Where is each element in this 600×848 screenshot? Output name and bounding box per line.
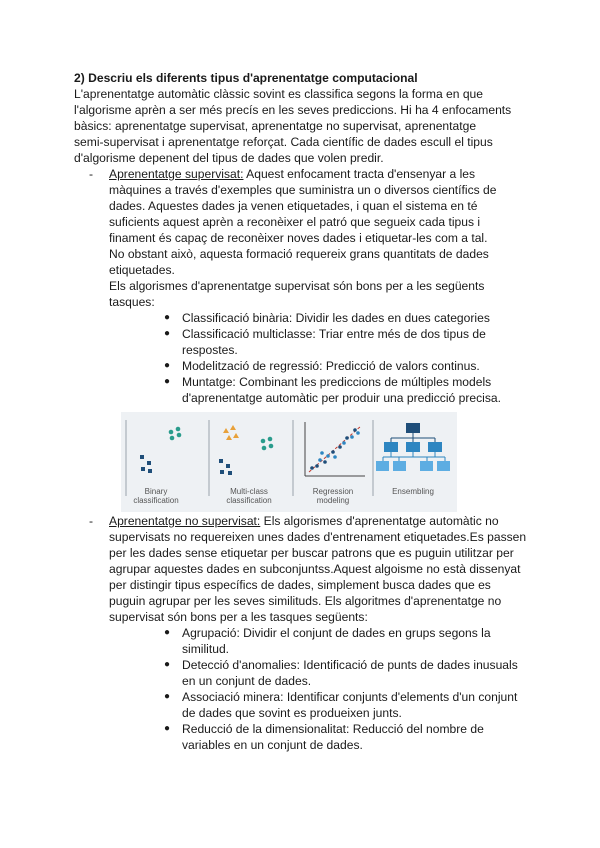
figure-label: Regression	[312, 487, 354, 496]
figure-label: Ensembling	[392, 487, 434, 496]
list-item	[74, 689, 534, 721]
supervised-task-list	[74, 310, 534, 406]
document-page	[74, 70, 534, 406]
dash-marker: -	[89, 514, 94, 528]
bullet-icon: ●	[164, 328, 171, 339]
figure-label: Multi-class	[230, 487, 268, 496]
bullet-icon: ●	[164, 691, 171, 702]
task-text: Classificació binària: Dividir les dades en dues categories	[182, 311, 490, 325]
supervised-first-line: Aquest enfocament tracta d'ensenyar a les	[243, 167, 476, 181]
task-text: de dades que sovint es produeixen junts.	[182, 706, 402, 720]
supervised-line: finament és capaç de reconèixer noves dades i etiquetar-les com a tal.	[109, 231, 488, 245]
supervised-line: suficients aquest aprèn a reconèixer el patró que segueix cada tipus i	[109, 215, 481, 229]
supervised-line: tasques:	[109, 295, 155, 309]
bullet-icon: ●	[164, 723, 171, 734]
section-title: 2) Descriu els diferents tipus d'aprenentatge computacional	[74, 71, 418, 85]
bullet-icon: ●	[164, 627, 171, 638]
unsupervised-line: puguin agrupar per les seves similituds. Els algoritmes d'aprenentatge no	[109, 594, 502, 608]
bullet-icon: ●	[164, 312, 171, 323]
task-text: Detecció d'anomalies: Identificació de punts de dades inusuals	[182, 658, 518, 672]
task-text: Reducció de la dimensionalitat: Reducció del nombre de	[182, 722, 484, 736]
task-text: similitud.	[182, 642, 230, 656]
task-text: variables en un conjunt de dades.	[182, 738, 363, 752]
bullet-icon: ●	[164, 376, 171, 387]
supervised-term: Aprenentatge supervisat:	[109, 167, 244, 181]
list-item	[74, 374, 534, 406]
figure-label: Binary	[144, 487, 168, 496]
dash-marker: -	[89, 167, 94, 181]
task-text: Associació minera: Identificar conjunts d'elements d'un conjunt	[182, 690, 518, 704]
list-item	[74, 657, 534, 689]
unsupervised-line: agrupar aquestes dades en subconjuntss.Aquest algoisme no està dissenyat	[109, 562, 521, 576]
list-item	[74, 326, 534, 358]
figure-label: classification	[133, 496, 179, 505]
figure-label: classification	[226, 496, 272, 505]
unsupervised-line: supervisat són bons per a les tasques següents:	[109, 610, 368, 624]
ensembling-icon	[376, 423, 450, 471]
supervised-line: Els algorismes d'aprenentatge supervisat són bons per a les següents	[109, 279, 485, 293]
intro-line: l'algorisme aprèn a ser més precís en les seves prediccions. Hi ha 4 enfocaments	[74, 103, 512, 117]
bullet-icon: ●	[164, 659, 171, 670]
list-item	[74, 310, 534, 326]
task-text: Muntatge: Combinant les prediccions de múltiples models	[182, 375, 492, 389]
task-text: Classificació multiclasse: Triar entre més de dos tipus de	[182, 327, 486, 341]
unsupervised-line: per les dades sense etiquetar per buscar patrons que es puguin utilitzar per	[109, 546, 514, 560]
supervised-line: No obstant això, aquesta formació requereix grans quantitats de dades	[109, 247, 489, 261]
intro-line: semi-supervisat i aprenentatge reforçat. Cada científic de dades escull el tipus	[74, 135, 493, 149]
task-text: Agrupació: Dividir el conjunt de dades en grups segons la	[182, 626, 491, 640]
ml-types-figure	[121, 412, 457, 512]
supervised-line: etiquetades.	[109, 263, 175, 277]
unsupervised-task-list	[74, 625, 534, 753]
regression-modeling-icon	[305, 422, 365, 476]
task-text: respostes.	[182, 343, 238, 357]
list-item	[74, 721, 534, 753]
unsupervised-section	[74, 513, 534, 753]
unsupervised-line: supervisats no requereixen unes dades d'entrenament etiquetades.Es passen	[109, 530, 527, 544]
binary-classification-label	[133, 487, 178, 505]
intro-line: d'algorisme depenent del tipus de dades que volen predir.	[74, 151, 384, 165]
supervised-line: dades. Aquestes dades ja venen etiquetades, i quan el sistema en té	[109, 199, 478, 213]
unsupervised-first-line: Els algorismes d'aprenentatge automàtic no	[260, 514, 499, 528]
binary-classification-icon	[140, 427, 181, 473]
unsupervised-line: per distingir tipus específics de dades, simplement busca dades que es	[109, 578, 491, 592]
task-text: Modelització de regressió: Predicció de valors continus.	[182, 359, 480, 373]
list-item	[74, 358, 534, 374]
list-item	[74, 625, 534, 657]
figure-label: modeling	[316, 496, 350, 505]
bullet-icon: ●	[164, 360, 171, 371]
task-text: en un conjunt de dades.	[182, 674, 312, 688]
intro-line: L'aprenentatge automàtic clàssic sovint es classifica segons la forma en que	[74, 87, 484, 101]
supervised-section	[74, 166, 534, 406]
ml-types-illustration	[121, 412, 457, 512]
supervised-line: màquines a través d'exemples que suministra un o diversos científics de	[109, 183, 497, 197]
intro-line: bàsics: aprenentatge supervisat, aprenentatge no supervisat, aprenentatge	[74, 119, 477, 133]
unsupervised-term: Aprenentatge no supervisat:	[109, 514, 261, 528]
task-text: d'aprenentatge automàtic per produir una predicció precisa.	[182, 391, 501, 405]
intro-paragraph	[74, 86, 534, 166]
multiclass-classification-icon	[219, 425, 273, 475]
